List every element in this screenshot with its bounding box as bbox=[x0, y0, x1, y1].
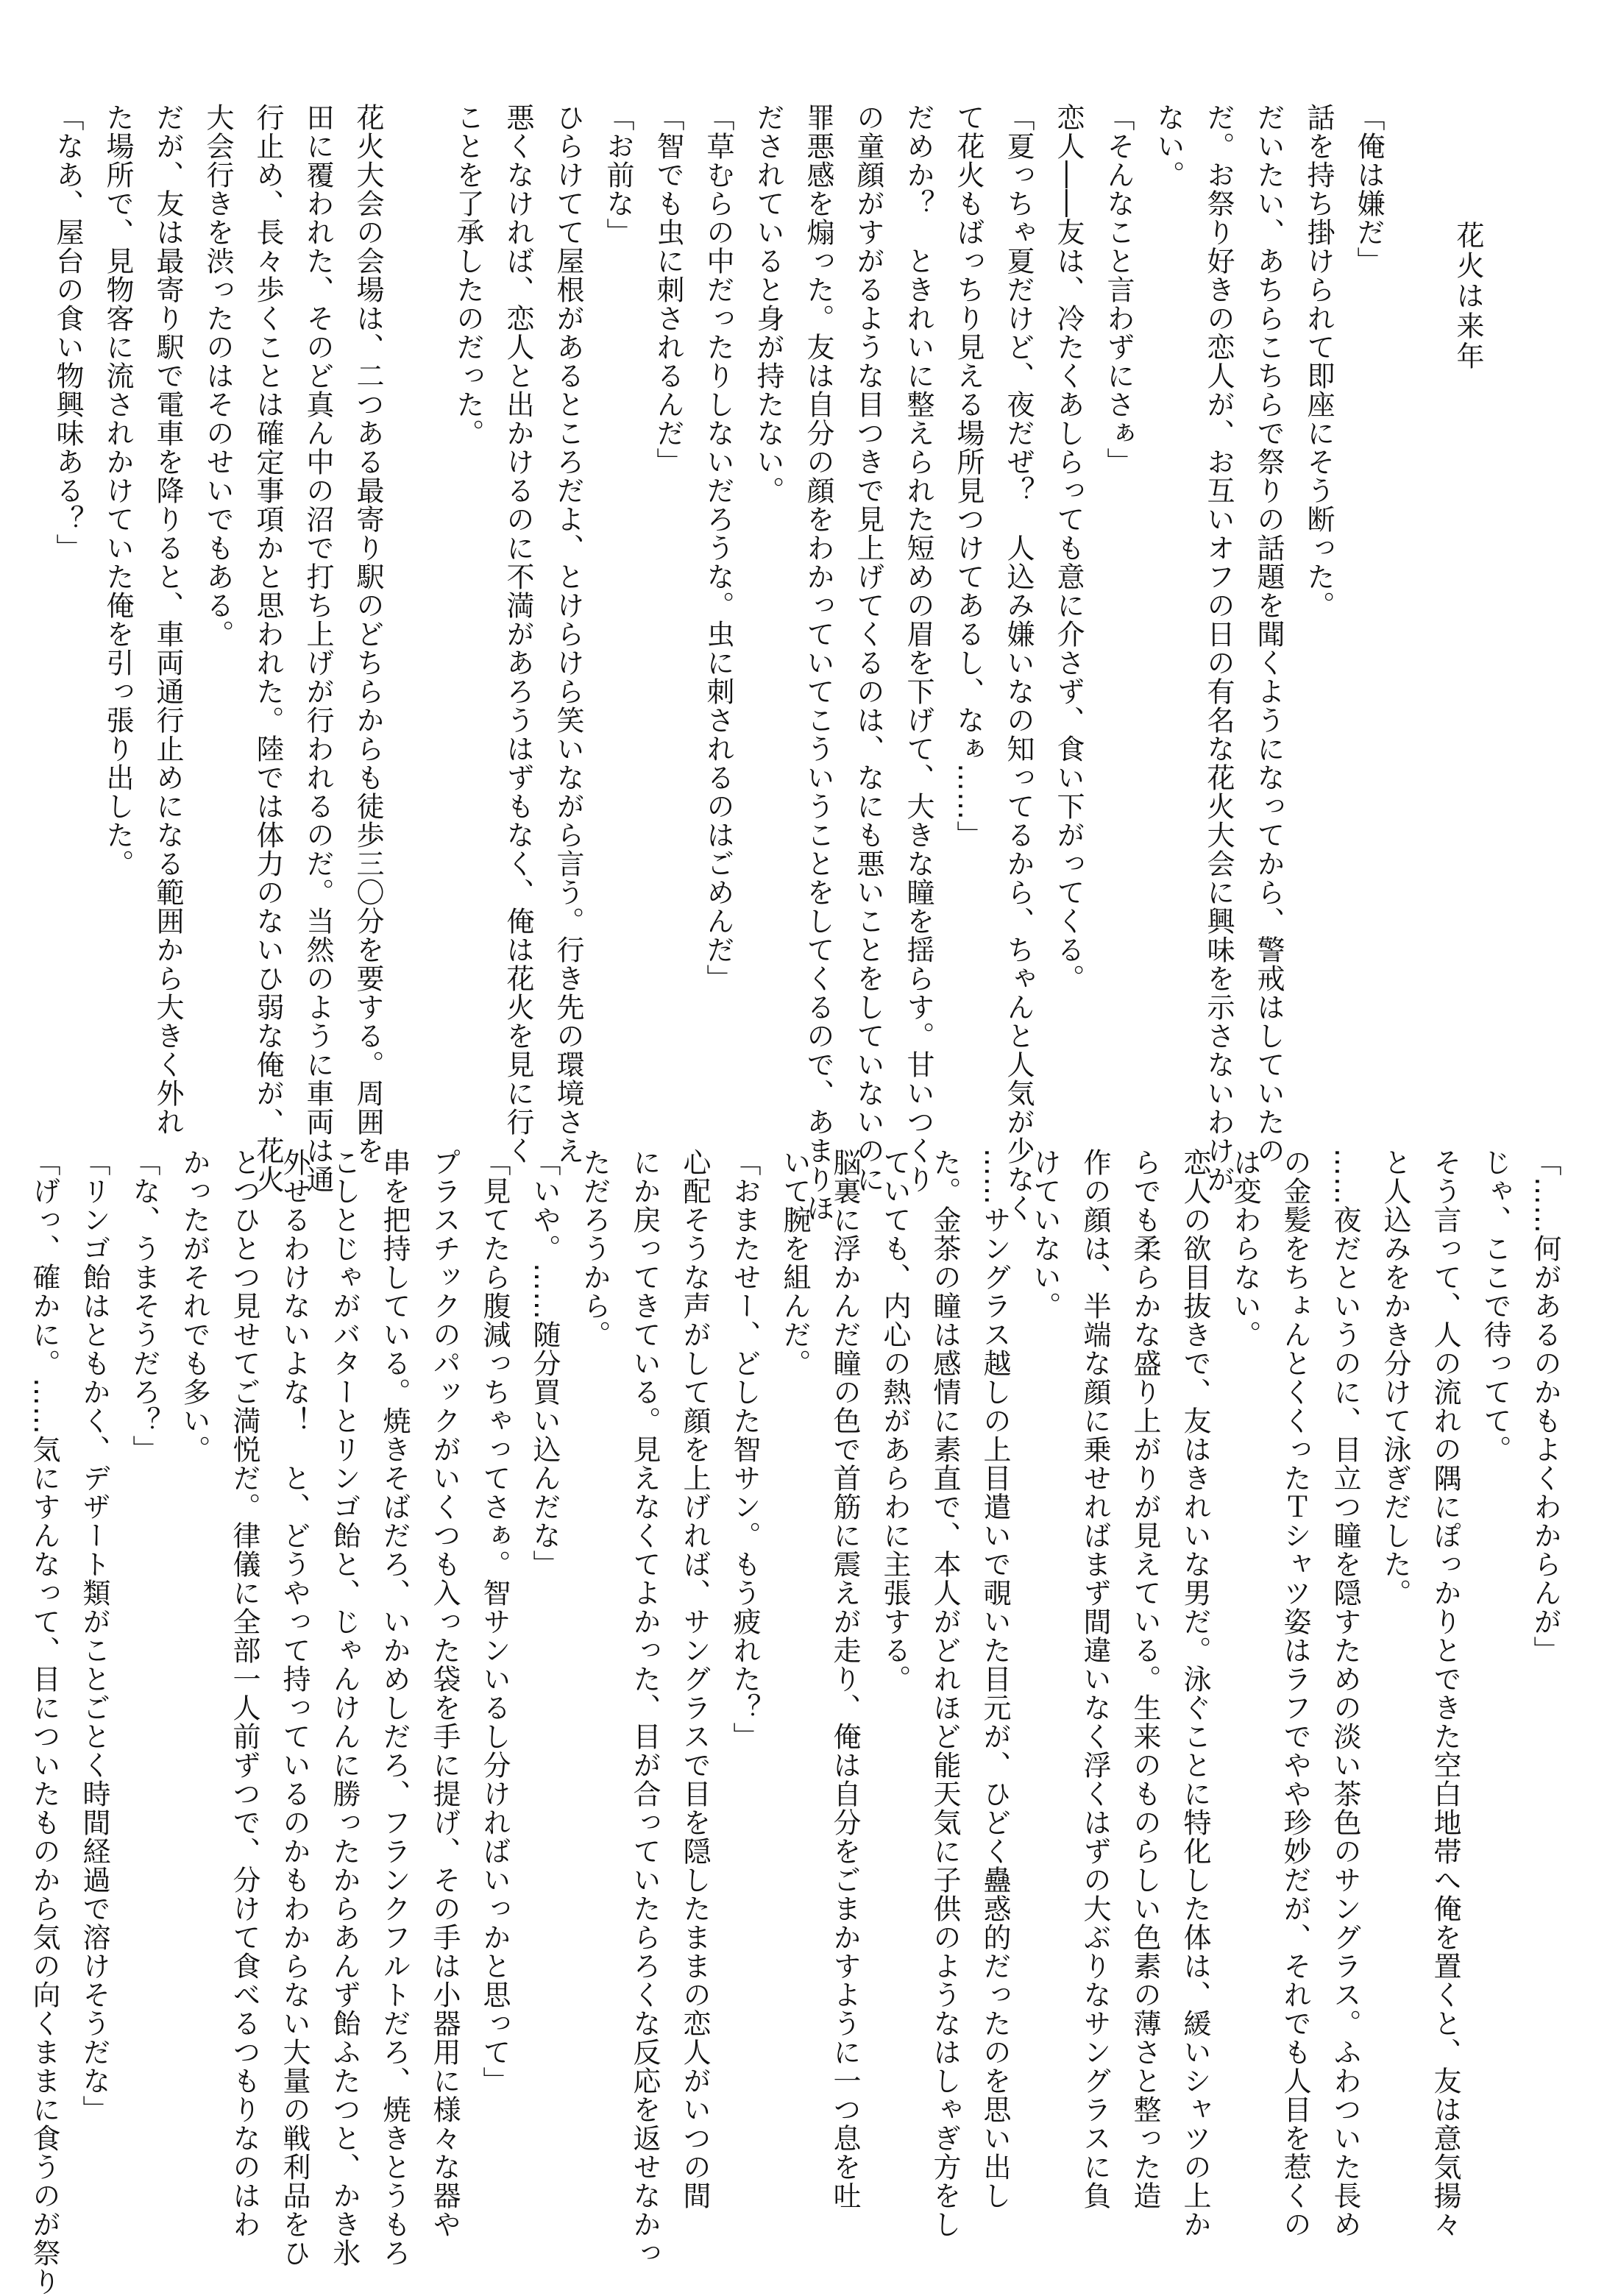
text-line: た場所で、見物客に流されかけていた俺を引っ張り出した。 bbox=[102, 103, 134, 878]
text-line: ない。 bbox=[1152, 103, 1185, 189]
text-line: 「智でも虫に刺されるんだ」 bbox=[652, 103, 684, 476]
text-line: 串を把持している。焼きそばだろ、いかめしだろ、フランクフルトだろ、焼きとうもろ bbox=[378, 1148, 411, 2267]
text-line: 「げっ、確かに。……気にすんなって、目についたものから気の向くままに食うのが祭り bbox=[28, 1148, 60, 2296]
text-line: こしとじゃがバターとリンゴ飴と、じゃんけんに勝ったからあんず飴ふたつと、かき氷 bbox=[328, 1148, 361, 2267]
text-line: 外せるわけないよな！ と、どうやって持っているのかもわからない大量の戦利品をひ bbox=[278, 1148, 311, 2267]
text-line: プラスチックのパックがいくつも入った袋を手に提げ、その手は小器用に様々な器や bbox=[428, 1148, 461, 2239]
text-line: じゃ、ここで待ってて。 bbox=[1479, 1148, 1511, 1464]
text-line: 「草むらの中だったりしないだろうな。虫に刺されるのはごめんだ」 bbox=[702, 103, 734, 993]
text-line: の金髪をちょんとくくったＴシャツ姿はラフでやや珍妙だが、それでも人目を惹くの bbox=[1279, 1148, 1311, 2239]
text-line: 「いや。……随分買い込んだな」 bbox=[528, 1148, 561, 1578]
text-line: 恋人の欲目抜きで、友はきれいな男だ。泳ぐことに特化した体は、緩いシャツの上か bbox=[1179, 1148, 1211, 2239]
text-line: とつひとつ見せてご満悦だ。律儀に全部一人前ずつで、分けて食べるつもりなのはわ bbox=[228, 1148, 260, 2239]
text-line: 「夏っちゃ夏だけど、夜だぜ？ 人込み嫌いなの知ってるから、ちゃんと人気が少なく bbox=[1002, 103, 1035, 1222]
text-line: 「……何があるのかもよくわからんが」 bbox=[1529, 1148, 1561, 1665]
text-line: 田に覆われた、そのど真ん中の沼で打ち上げが行われるのだ。当然のように車両は通 bbox=[302, 103, 334, 1194]
text-line: ひらけてて屋根があるところだよ、とけらけら笑いながら言う。行き先の環境さえ bbox=[552, 103, 584, 1165]
text-line: 「おまたせー、どした智サン。もう疲れた？」 bbox=[728, 1148, 761, 1751]
text-line: にか戻ってきている。見えなくてよかった、目が合っていたらろくな反応を返せなかっ bbox=[628, 1148, 661, 2267]
text-line: 罪悪感を煽った。友は自分の顔をわかっていてこういうことをしてくるので、あまりほ bbox=[802, 103, 834, 1222]
text-line: らでも柔らかな盛り上がりが見えている。生来のものらしい色素の薄さと整った造 bbox=[1129, 1148, 1161, 2210]
text-line: 「そんなこと言わずにさぁ」 bbox=[1102, 103, 1135, 476]
text-line: 「見てたら腹減っちゃってさぁ。智サンいるし分ければいっかと思って」 bbox=[478, 1148, 511, 2095]
text-line: 心配そうな声がして顔を上げれば、サングラスで目を隠したままの恋人がいつの間 bbox=[678, 1148, 711, 2210]
text-line: ことを了承したのだった。 bbox=[452, 103, 484, 447]
text-line: 「な、うまそうだろ？」 bbox=[128, 1148, 160, 1464]
text-line: 「リンゴ飴はともかく、デザート類がことごとく時間経過で溶けそうだな」 bbox=[78, 1148, 110, 2124]
text-line: けていない。 bbox=[1029, 1148, 1061, 1320]
text-line: は変わらない。 bbox=[1229, 1148, 1261, 1349]
text-line: かったがそれでも多い。 bbox=[178, 1148, 210, 1464]
text-line: だめか？ ときれいに整えられた短めの眉を下げて、大きな瞳を揺らす。甘いつくり bbox=[902, 103, 934, 1194]
text-line: 恋人――友は、冷たくあしらっても意に介さず、食い下がってくる。 bbox=[1052, 103, 1085, 993]
text-line: 「お前な」 bbox=[602, 103, 634, 247]
text-line: 花火大会の会場は、二つある最寄り駅のどちらからも徒歩三〇分を要する。周囲を bbox=[352, 103, 384, 1165]
text-line: いて腕を組んだ。 bbox=[778, 1148, 811, 1378]
text-line: 大会行きを渋ったのはそのせいでもある。 bbox=[202, 103, 234, 648]
text-line: だが、友は最寄り駅で電車を降りると、車両通行止めになる範囲から大きく外れ bbox=[152, 103, 184, 1136]
text-line: ……夜だというのに、目立つ瞳を隠すための淡い茶色のサングラス。ふわついた長め bbox=[1329, 1148, 1361, 2239]
text-block-upper bbox=[52, 103, 1394, 1222]
text-line: 脳裏に浮かんだ瞳の色で首筋に震えが走り、俺は自分をごまかすように一つ息を吐 bbox=[829, 1148, 861, 2210]
story-title: 花火は来年 bbox=[1452, 221, 1484, 372]
text-line: 作の顔は、半端な顔に乗せればまず間違いなく浮くはずの大ぶりなサングラスに負 bbox=[1079, 1148, 1111, 2210]
text-line: ていても、内心の熱があらわに主張する。 bbox=[879, 1148, 911, 1693]
text-line: ……サングラス越しの上目遣いで覗いた目元が、ひどく蠱惑的だったのを思い出し bbox=[979, 1148, 1011, 2210]
text-block-lower bbox=[28, 1148, 1570, 2296]
text-line: だ。お祭り好きの恋人が、お互いオフの日の有名な花火大会に興味を示さないわけが bbox=[1202, 103, 1235, 1194]
text-line: 話を持ち掛けられて即座にそう断った。 bbox=[1302, 103, 1335, 620]
text-line: 「なあ、屋台の食い物興味ある？」 bbox=[52, 103, 84, 562]
text-line bbox=[393, 103, 443, 1096]
text-line: と人込みをかき分けて泳ぎだした。 bbox=[1379, 1148, 1411, 1607]
text-line: 悪くなければ、恋人と出かけるのに不満があろうはずもなく、俺は花火を見に行く bbox=[502, 103, 534, 1165]
text-line: 「俺は嫌だ」 bbox=[1352, 103, 1385, 275]
text-line: の童顔がすがるような目つきで見上げてくるのは、なにも悪いことをしていないのに bbox=[852, 103, 884, 1194]
text-line: て花火もばっちり見える場所見つけてあるし、なぁ……」 bbox=[952, 103, 985, 849]
text-line: だいたい、あちらこちらで祭りの話題を聞くようになってから、警戒はしていたの bbox=[1252, 103, 1285, 1165]
text-line: 行止め、長々歩くことは確定事項かと思われた。陸では体力のないひ弱な俺が、花火 bbox=[252, 103, 284, 1194]
text-line: ただろうから。 bbox=[578, 1148, 611, 1349]
text-line: そう言って、人の流れの隅にぽっかりとできた空白地帯へ俺を置くと、友は意気揚々 bbox=[1429, 1148, 1461, 2239]
text-line: だされていると身が持たない。 bbox=[752, 103, 784, 505]
text-line: た。金茶の瞳は感情に素直で、本人がどれほど能天気に子供のようなはしゃぎ方をし bbox=[929, 1148, 961, 2239]
